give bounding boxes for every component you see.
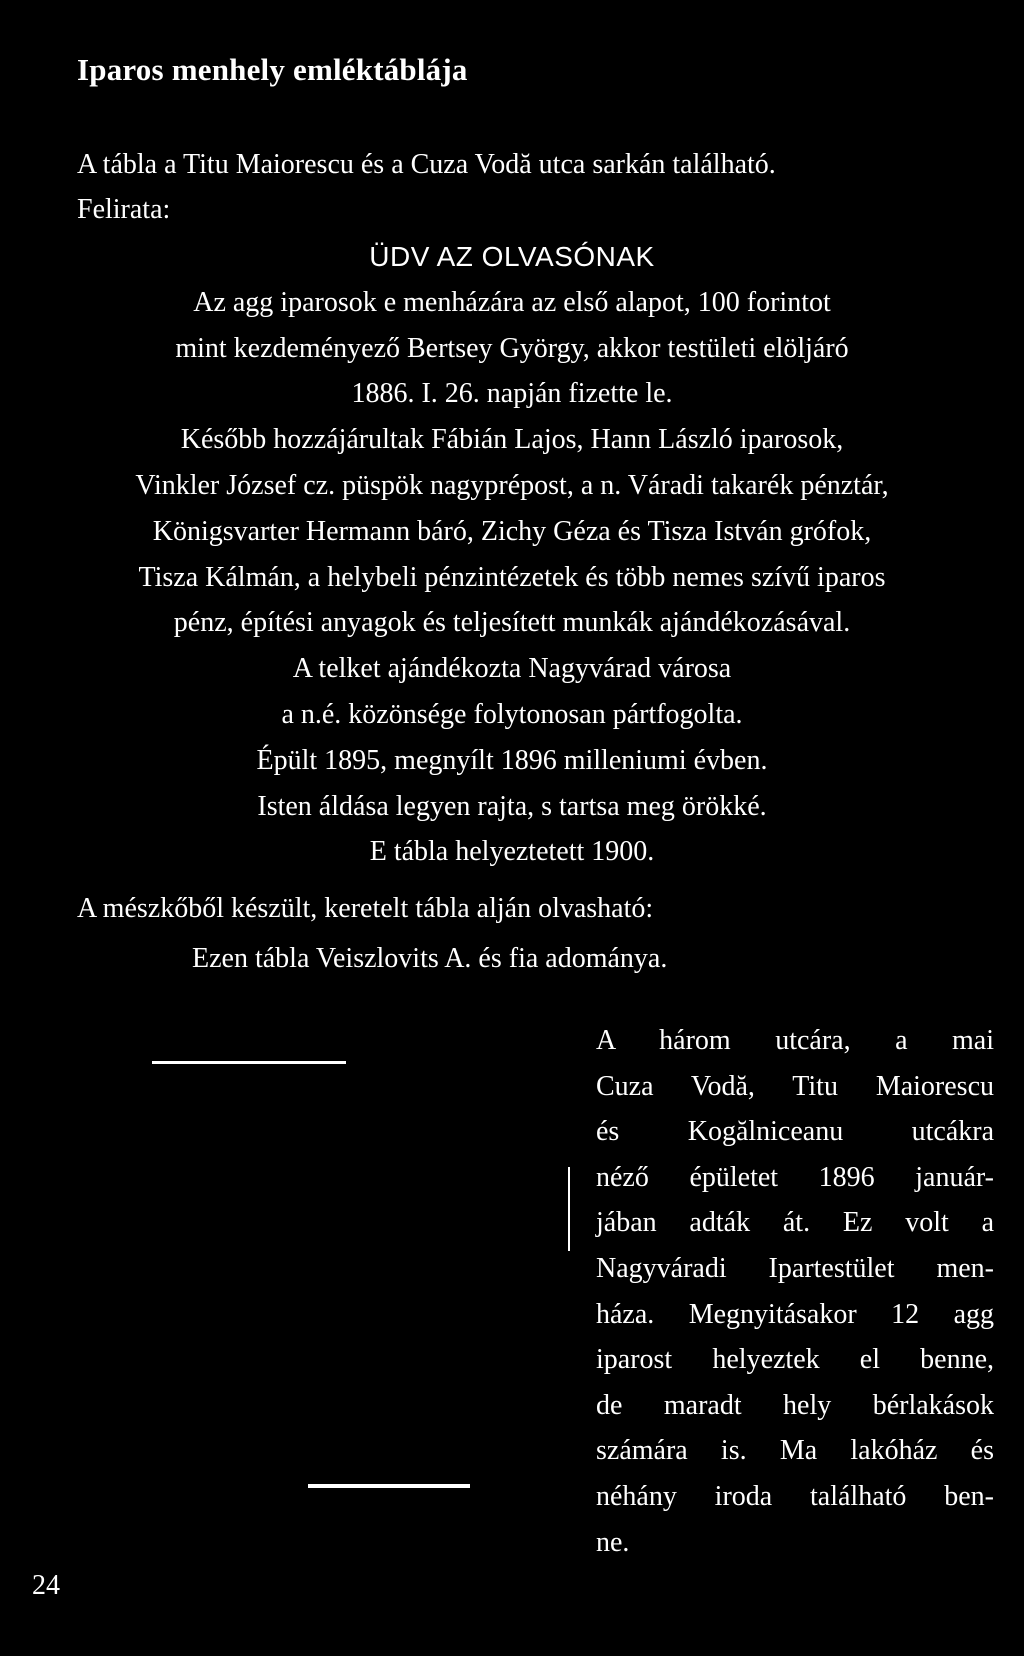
bottom-note-line: Ezen tábla Veiszlovits A. és fia adománya. — [192, 943, 668, 974]
side-text-line: iparost helyeztek el benne, — [596, 1344, 994, 1376]
side-text-line: Cuza Vodă, Titu Maiorescu — [596, 1070, 994, 1102]
inscription-line: Tisza Kálmán, a helybeli pénzintézetek és több nemes szívű iparos — [138, 561, 886, 593]
inscription-line: Később hozzájárultak Fábián Lajos, Hann László iparosok, — [180, 424, 844, 456]
side-text-line: A három utcára, a mai — [596, 1025, 994, 1056]
page-title: Iparos menhely emléktáblája — [77, 52, 468, 87]
bottom-note-line: A mészkőből készült, keretelt tábla alján olvasható: — [77, 893, 654, 924]
inscription-line: 1886. I. 26. napján fizette le. — [351, 378, 673, 410]
intro-line: A tábla a Titu Maiorescu és a Cuza Vodă utca sarkán található. — [77, 149, 776, 180]
inscription-line: Épült 1895, megnyílt 1896 milleniumi évben. — [256, 744, 768, 776]
inscription-line: Vinkler József cz. püspök nagyprépost, a n. Váradi takarék pénztár, — [135, 469, 889, 501]
side-text-line: de maradt hely bérlakások — [596, 1389, 994, 1421]
side-text-line: néző épületet 1896 január- — [596, 1161, 994, 1193]
inscription-heading: ÜDV AZ OLVASÓNAK — [369, 241, 655, 272]
plaque-bottom-note — [77, 884, 667, 984]
image-top-rule — [152, 1061, 346, 1064]
side-text-line: jában adták át. Ez volt a — [596, 1207, 994, 1239]
inscription-line: pénz, építési anyagok és teljesített munkák ajándékozásával. — [173, 607, 851, 639]
image-bottom-rule — [308, 1484, 470, 1488]
inscription-line: A telket ajándékozta Nagyvárad városa — [292, 653, 732, 685]
side-text-line: ne. — [596, 1526, 630, 1558]
inscription-line: Königsvarter Hermann báró, Zichy Géza és Tisza István grófok, — [152, 515, 872, 547]
side-column-text — [596, 1018, 994, 1565]
inscription-line: mint kezdeményező Bertsey György, akkor testületi elöljáró — [175, 332, 849, 364]
intro-line: Felirata: — [77, 194, 171, 225]
inscription-line: E tábla helyeztetett 1900. — [369, 836, 655, 868]
side-text-line: néhány iroda található ben- — [596, 1480, 994, 1512]
intro-paragraph — [77, 142, 977, 232]
side-text-line: Nagyváradi Ipartestület men- — [596, 1252, 994, 1284]
inscription-line: Isten áldása legyen rajta, s tartsa meg örökké. — [257, 790, 767, 822]
inscription-line: Az agg iparosok e menházára az első alapot, 100 forintot — [193, 286, 831, 318]
image-left-edge — [568, 1167, 570, 1251]
page-number: 24 — [32, 1570, 60, 1601]
inscription-line: a n.é. közönsége folytonosan pártfogolta. — [281, 698, 743, 730]
side-text-line: számára is. Ma lakóház és — [596, 1435, 994, 1467]
side-text-line: és Kogălniceanu utcákra — [596, 1116, 994, 1148]
inscription-text — [30, 234, 994, 875]
side-text-line: háza. Megnyitásakor 12 agg — [596, 1298, 994, 1330]
